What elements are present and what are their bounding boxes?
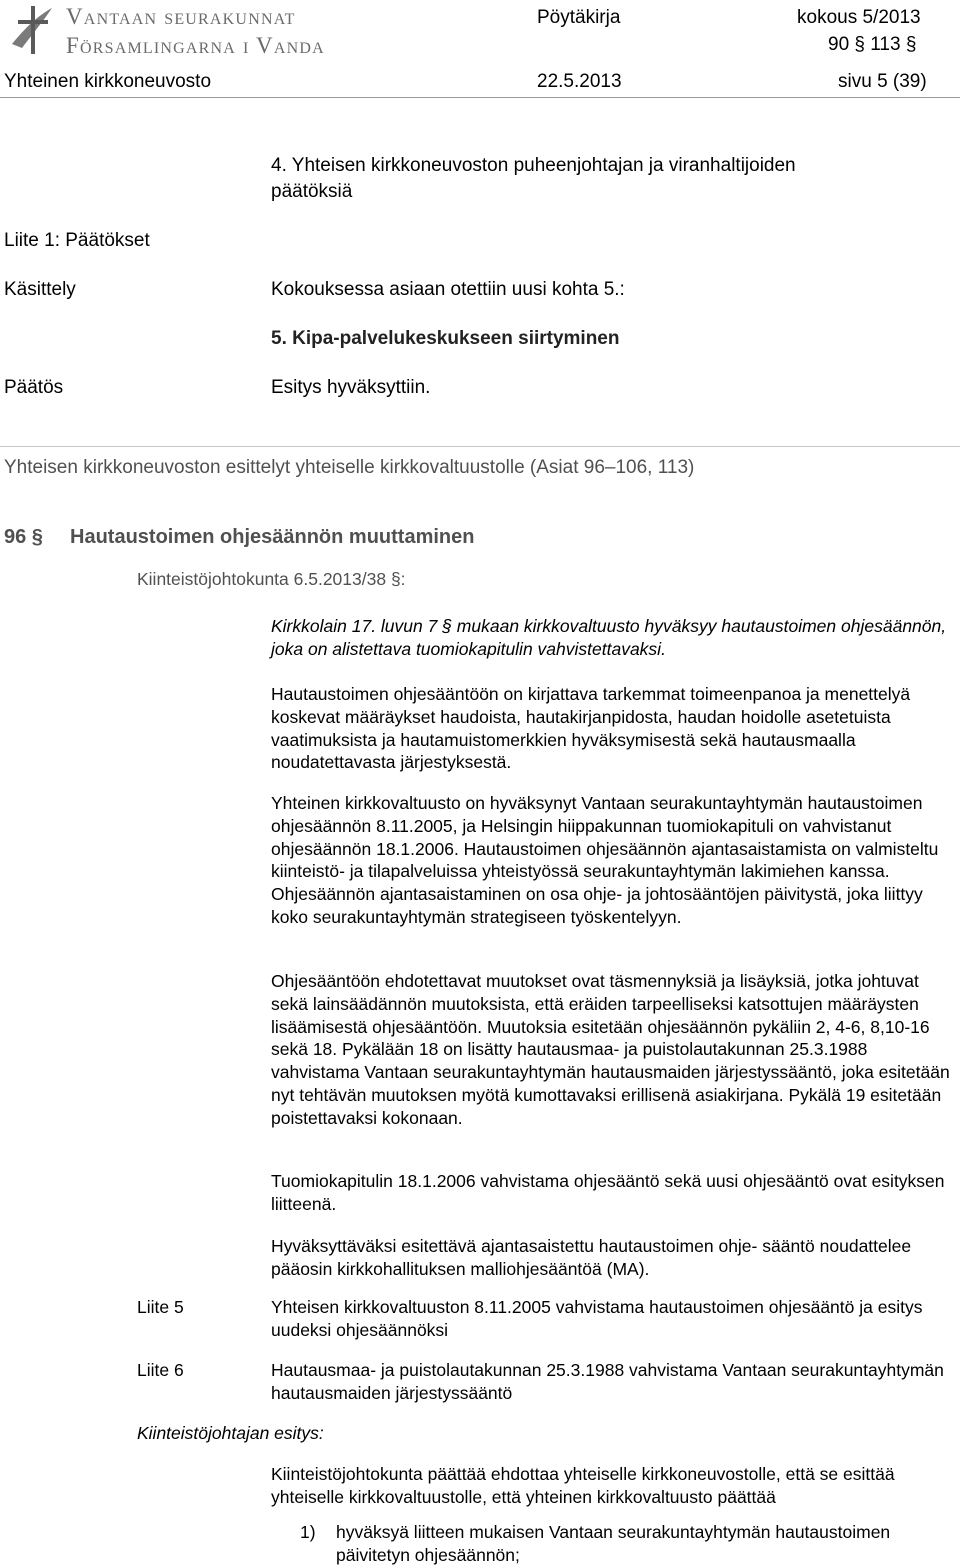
header-divider <box>0 97 960 98</box>
attachment-5-text: Yhteisen kirkkovaltuuston 8.11.2005 vahvistama hautaustoimen ohjesääntö ja esitys uudeksi ohjesäännöksi <box>271 1297 923 1340</box>
decision-label: Päätös <box>4 377 64 398</box>
paragraph-5: Tuomiokapitulin 18.1.2006 vahvistama ohjesääntö sekä uusi ohjesääntö ovat esityksen liitteenä. <box>271 1171 945 1214</box>
doc-type: Pöytäkirja <box>537 7 621 28</box>
meeting-date: 22.5.2013 <box>537 71 622 92</box>
list-item-1-text: hyväksyä liitteen mukaisen Vantaan seurakuntayhtymän hautaustoimen päivitetyn ohjesäännön; <box>336 1522 891 1565</box>
list-item-1-number: 1) <box>300 1522 316 1542</box>
paragraph-2: Hautaustoimen ohjesääntöön on kirjattava tarkemmat toimeenpanoa ja menettelyä koskevat määräykset haudoista, hautakirjanpidosta, haudan hoidolle asetetuista vaatimuksista ja hautamuistomerkkien hyväksymisestä sekä hautausmaalla noudatettavasta järjestyksestä. <box>271 684 911 773</box>
item4-title-line1: 4. Yhteisen kirkkoneuvoston puheenjohtajan ja viranhaltijoiden <box>271 155 796 176</box>
handling-label: Käsittely <box>4 279 76 300</box>
handling-text: Kokouksessa asiaan otettiin uusi kohta 5.: <box>271 279 625 300</box>
item96-reference: Kiinteistöjohtokunta 6.5.2013/38 §: <box>137 569 406 589</box>
section-divider <box>0 446 960 447</box>
proposal-text: Kiinteistöjohtokunta päättää ehdottaa yhteiselle kirkkoneuvostolle, että se esittää yhteiselle kirkkovaltuustolle, että yhteinen kirkkovaltuusto päättää <box>271 1464 895 1507</box>
decision-text: Esitys hyväksyttiin. <box>271 377 431 398</box>
org-name-fi: Vantaan seurakunnat <box>66 4 296 29</box>
cross-logo-icon <box>4 2 60 58</box>
meeting-number: kokous 5/2013 <box>797 7 921 28</box>
body-name: Yhteinen kirkkoneuvosto <box>4 71 212 92</box>
attachment-6-label: Liite 6 <box>137 1360 184 1380</box>
section-range: 90 § 113 § <box>828 34 917 55</box>
item4-attachment: Liite 1: Päätökset <box>4 230 150 251</box>
paragraph-6: Hyväksyttäväksi esitettävä ajantasaistettu hautaustoimen ohje- sääntö noudattelee pääosin kirkkohallituksen malliohjesääntöä (MA). <box>271 1236 912 1279</box>
section-heading: Yhteisen kirkkoneuvoston esittelyt yhteiselle kirkkovaltuustolle (Asiat 96–106, 113) <box>4 457 695 478</box>
attachment-6-text: Hautausmaa- ja puistolautakunnan 25.3.1988 vahvistama Vantaan seurakuntayhtymän hautausmaiden järjestyssääntö <box>271 1360 944 1403</box>
proposal-label: Kiinteistöjohtajan esitys: <box>137 1423 324 1443</box>
paragraph-4: Ohjesääntöön ehdotettavat muutokset ovat täsmennyksiä ja lisäyksiä, jotka johtuvat sekä lainsäädännön muutoksista, että eräiden tarpeelliseksi katsottujen määräysten lisäämisestä ohjesääntöön. Muutoksia esitetään ohjesäännön pykäliin 2, 4-6, 8,10-16 sekä 18. Pykälään 18 on lisätty hautausmaa- ja puistolautakunnan 25.3.1988 vahvistama Vantaan seurakuntayhtymän hautausmaiden järjestyssääntö, joka esitetään nyt tehtävän muutoksen myötä kumottavaksi erillisenä asiakirjana. Pykälä 19 esitetään poistettavaksi kokonaan. <box>271 971 950 1128</box>
paragraph-1: Kirkkolain 17. luvun 7 § mukaan kirkkovaltuusto hyväksyy hautaustoimen ohjesäännön, joka on alistettava tuomiokapitulin vahvistettavaksi. <box>271 616 947 659</box>
attachment-5-label: Liite 5 <box>137 1297 184 1317</box>
paragraph-3: Yhteinen kirkkovaltuusto on hyväksynyt Vantaan seurakuntayhtymän hautaustoimen ohjesäännön 8.11.2005, ja Helsingin hiippakunnan tuomiokapituli on vahvistanut ohjesäännön 18.1.2006. Hautaustoimen ohjesäännön ajantasaistamista on valmisteltu kiinteistö- ja tilapalveluissa yhteistyössä seurakuntayhtymän lakimiehen kanssa. Ohjesäännön ajantasaistaminen on osa ohje- ja johtosääntöjen päivitystä, joka liittyy koko seurakuntayhtymän strategiseen työskentelyyn. <box>271 793 939 927</box>
org-name-sv: Församlingarna i Vanda <box>66 33 325 58</box>
item96-title: Hautaustoimen ohjesäännön muuttaminen <box>70 526 475 548</box>
item4-title-line2: päätöksiä <box>271 181 353 202</box>
item4-subheading: 5. Kipa-palvelukeskukseen siirtyminen <box>271 328 620 349</box>
logo <box>4 2 60 58</box>
page-number: sivu 5 (39) <box>838 71 927 92</box>
item96-number: 96 § <box>4 526 43 548</box>
